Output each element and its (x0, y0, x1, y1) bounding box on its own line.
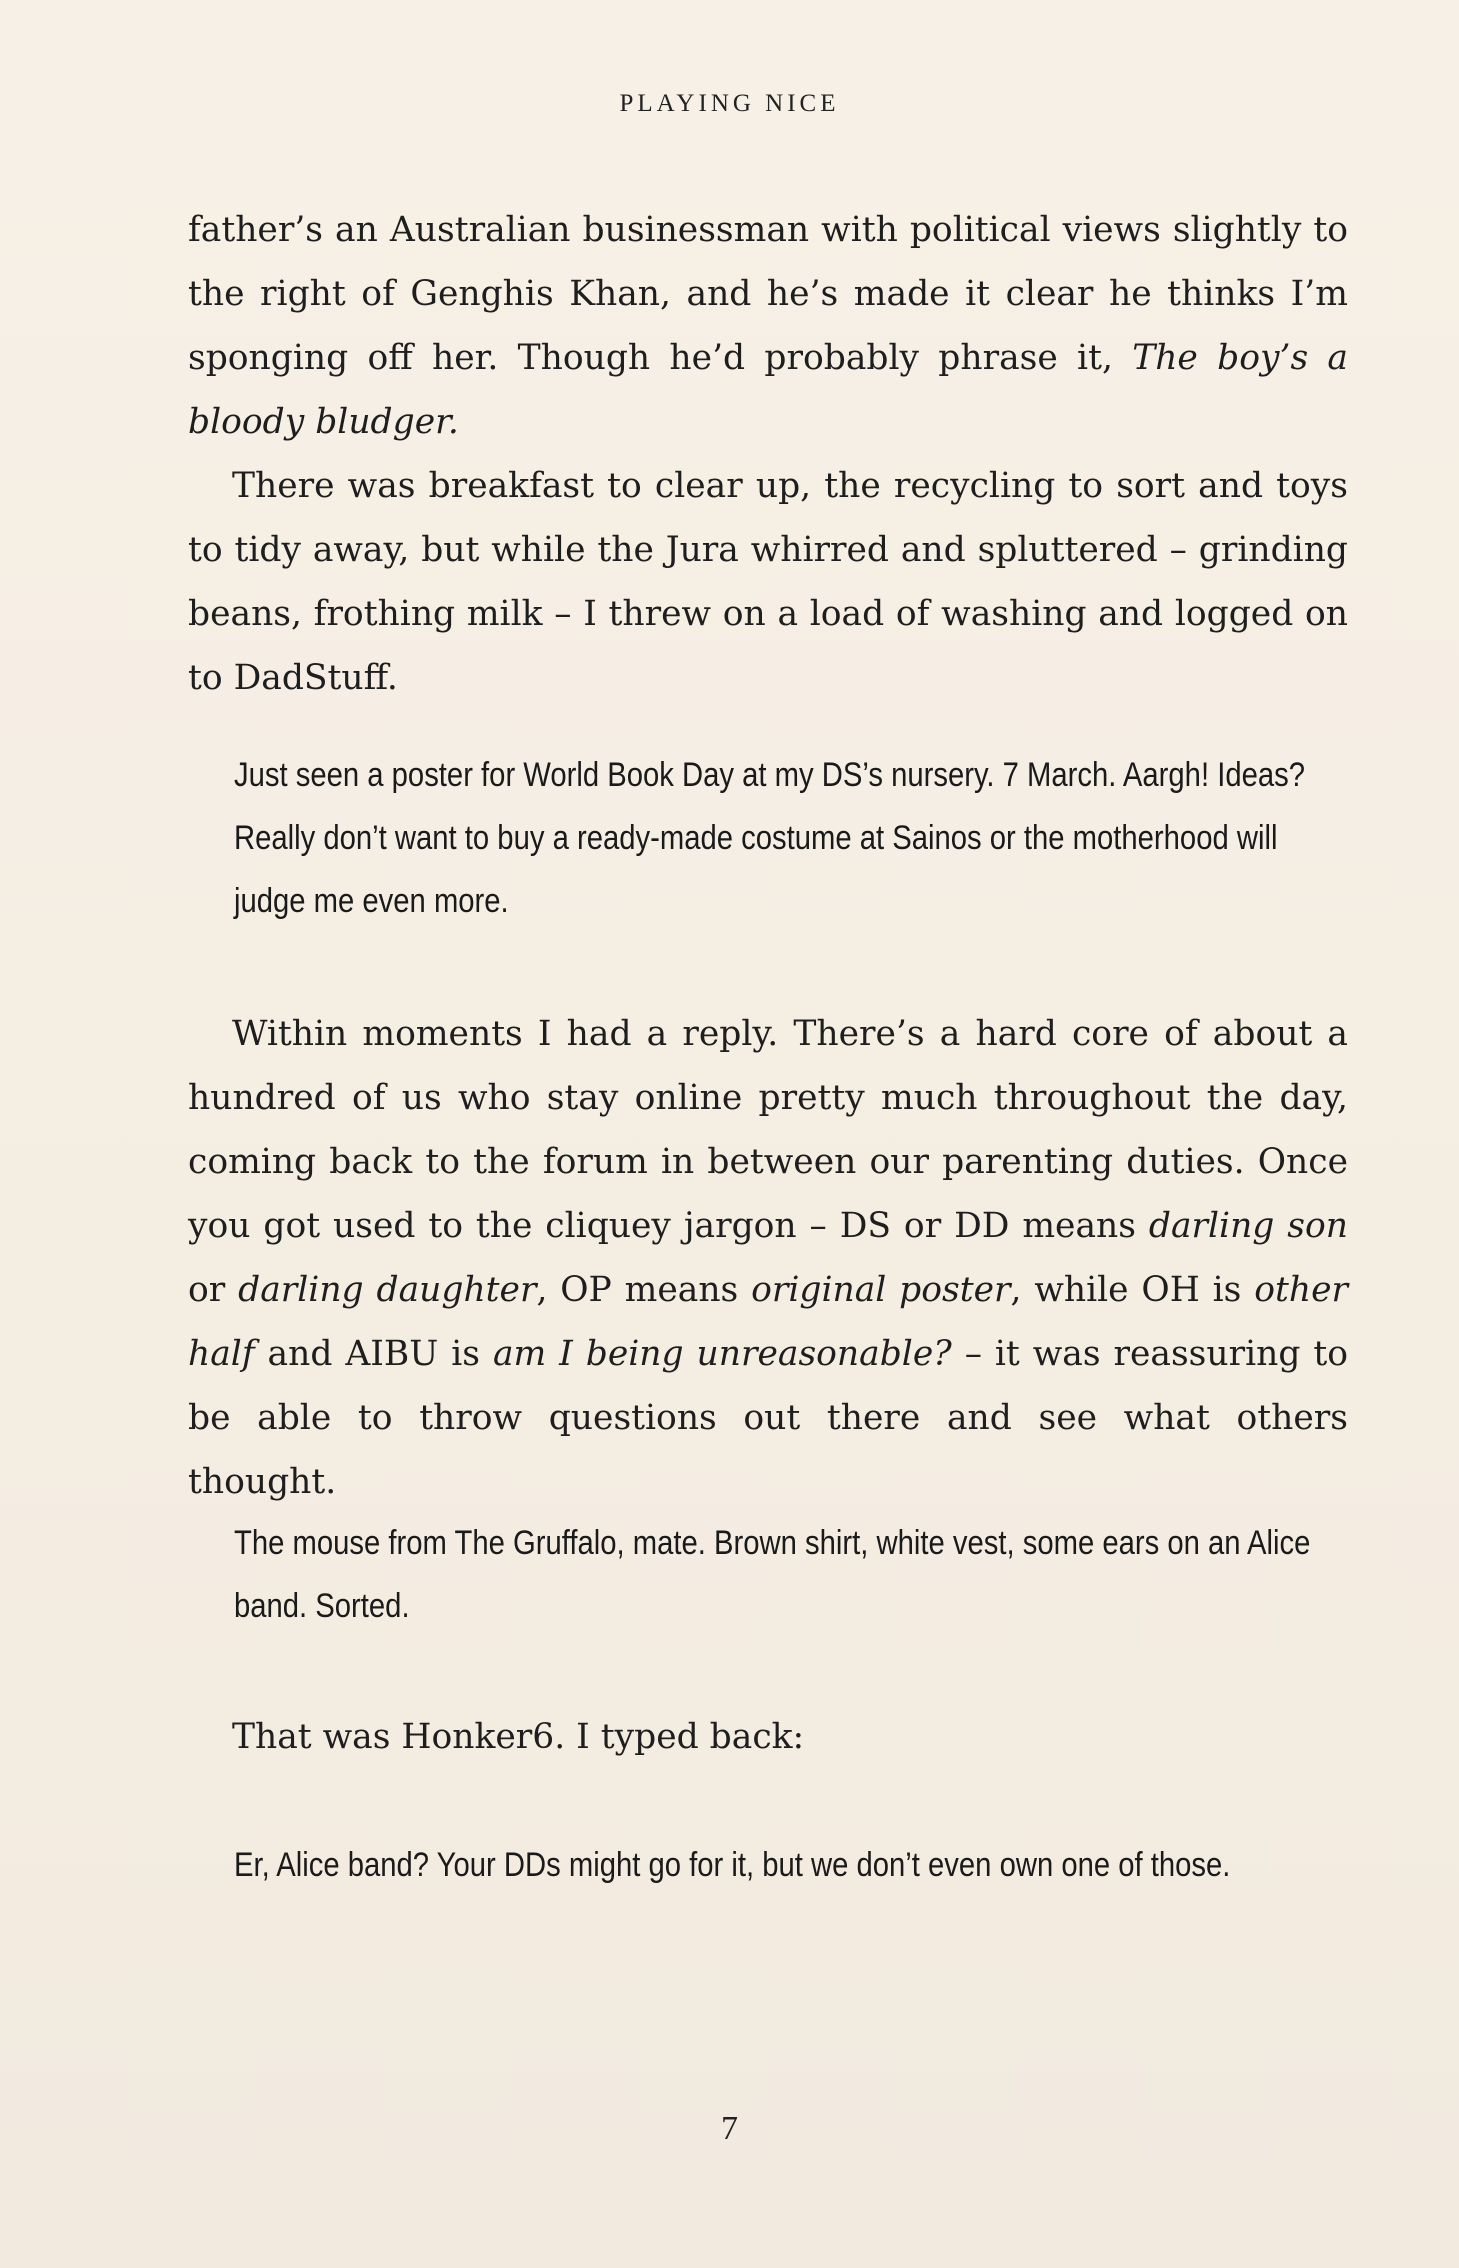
paragraph-3 (188, 1002, 1348, 1514)
paragraph-1-italic: The boy’s a bloody bludger. (188, 338, 1348, 442)
paragraph-2-text: There was breakfast to clear up, the recycling to sort and toys to tidy away, but while the Jura whirred and spluttered – grinding beans, frothing milk – I threw on a load of washing and logged on to DadStuff. (188, 466, 1348, 698)
paragraph-2 (188, 454, 1348, 710)
page-number: 7 (721, 2110, 738, 2147)
paragraph-3-text-c: , OP means (536, 1270, 752, 1310)
paragraph-3-italic-e: am I being unreasonable? (492, 1334, 952, 1374)
paragraph-3-text-f: – it was reassuring to be able to throw questions out there and see what others thought. (188, 1334, 1348, 1502)
paragraph-3-text-d: , while OH is (1010, 1270, 1255, 1310)
paragraph-1-text: father’s an Australian businessman with political views slightly to the right of Genghis Khan, and he’s made it clear he thinks I’m sponging off her. Though he’d probably phrase it, (188, 210, 1348, 378)
paragraph-3-italic-d: other half (188, 1270, 1348, 1374)
paragraph-3-italic-c: original poster (751, 1270, 1011, 1310)
forum-post-3: Er, Alice band? Your DDs might go for it, but we don’t even own one of those. (234, 1846, 1231, 1884)
paragraph-3-text-b: or (188, 1270, 239, 1310)
paragraph-3-text-a: Within moments I had a reply. There’s a hard core of about a hundred of us who stay online pretty much throughout the day, coming back to the forum in between our parenting duties. Once you got used to the cliquey jargon – DS or DD means (188, 1014, 1348, 1246)
forum-post-2: The mouse from The Gruffalo, mate. Brown shirt, white vest, some ears on an Alice band. Sorted. (234, 1524, 1311, 1625)
running-head: PLAYING NICE (619, 90, 840, 117)
paragraph-3-italic-a: darling son (1148, 1206, 1348, 1246)
forum-post-1: Just seen a poster for World Book Day at my DS’s nursery. 7 March. Aargh! Ideas? Really don’t want to buy a ready-made costume at Sainos or the motherhood will judge me even more. (234, 756, 1305, 920)
paragraph-4-text: That was Honker6. I typed back: (232, 1717, 805, 1757)
paragraph-3-italic-b: darling daughter (238, 1270, 537, 1310)
paragraph-1 (188, 198, 1348, 454)
paragraph-4 (188, 1705, 1348, 1769)
paragraph-3-text-e: and AIBU is (254, 1334, 493, 1374)
